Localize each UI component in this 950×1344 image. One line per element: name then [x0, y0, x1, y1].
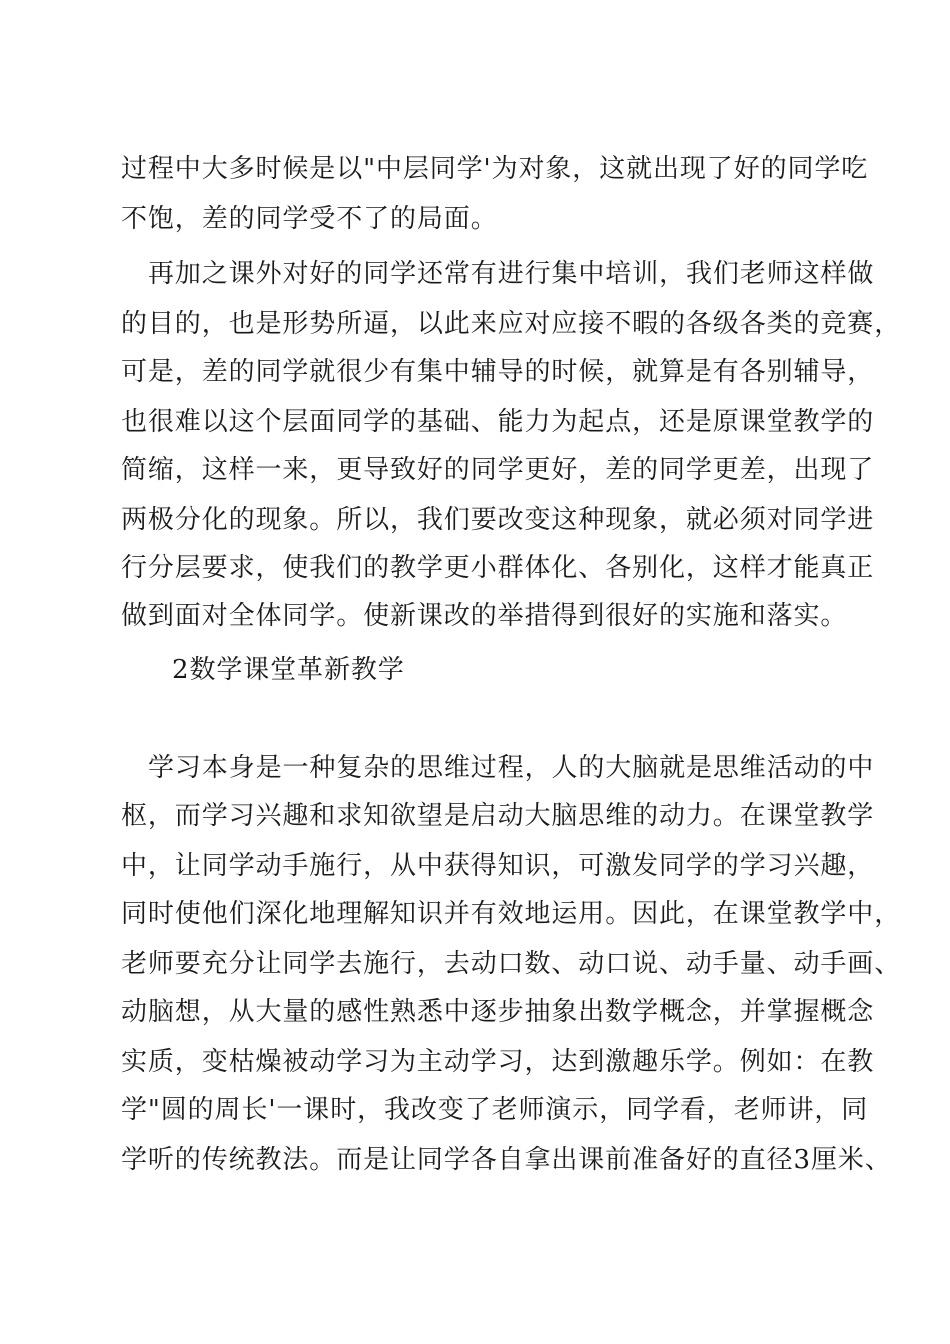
section-heading: 2数学课堂革新教学: [172, 655, 405, 685]
paragraph-3-line-8: 学"圆的周长'一课时，我改变了老师演示，同学看，老师讲，同: [121, 1095, 869, 1125]
paragraph-3-line-6: 动脑想，从大量的感性熟悉中逐步抽象出数学概念，并掌握概念: [121, 997, 875, 1027]
paragraph-2-line-5: 简缩，这样一来，更导致好的同学更好，差的同学更差，出现了: [121, 455, 875, 485]
paragraph-3-line-5: 老师要充分让同学去施行，去动口数、动口说、动手量、动手画、: [121, 949, 902, 979]
paragraph-3-line-2: 枢，而学习兴趣和求知欲望是启动大脑思维的动力。在课堂教学: [121, 801, 875, 831]
paragraph-2-line-4: 也很难以这个层面同学的基础、能力为起点，还是原课堂教学的: [121, 407, 875, 437]
paragraph-2-line-3: 可是，差的同学就很少有集中辅导的时候，就算是有各别辅导，: [121, 357, 875, 387]
paragraph-2-line-7: 行分层要求，使我们的教学更小群体化、各别化，这样才能真正: [121, 553, 875, 583]
paragraph-2-line-2: 的目的，也是形势所逼，以此来应对应接不暇的各级各类的竞赛，: [121, 309, 902, 339]
paragraph-3-line-9: 学听的传统教法。而是让同学各自拿出课前准备好的直径3厘米、: [121, 1145, 892, 1175]
paragraph-3-line-4: 同时使他们深化地理解知识并有效地运用。因此，在课堂教学中，: [121, 899, 902, 929]
paragraph-3-line-1: 学习本身是一种复杂的思维过程，人的大脑就是思维活动的中: [148, 753, 875, 783]
paragraph-1-line-2: 不饱，差的同学受不了的局面。: [121, 204, 498, 234]
paragraph-3-line-7: 实质，变枯燥被动学习为主动学习，达到激趣乐学。例如：在教: [121, 1047, 875, 1077]
paragraph-2-line-8: 做到面对全体同学。使新课改的举措得到很好的实施和落实。: [121, 601, 848, 631]
paragraph-2-line-6: 两极分化的现象。所以，我们要改变这种现象，就必须对同学进: [121, 505, 875, 535]
paragraph-3-line-3: 中，让同学动手施行，从中获得知识，可激发同学的学习兴趣，: [121, 851, 875, 881]
paragraph-2-line-1: 再加之课外对好的同学还常有进行集中培训，我们老师这样做: [148, 259, 875, 289]
paragraph-1-line-1: 过程中大多时候是以"中层同学'为对象，这就出现了好的同学吃: [121, 154, 869, 184]
